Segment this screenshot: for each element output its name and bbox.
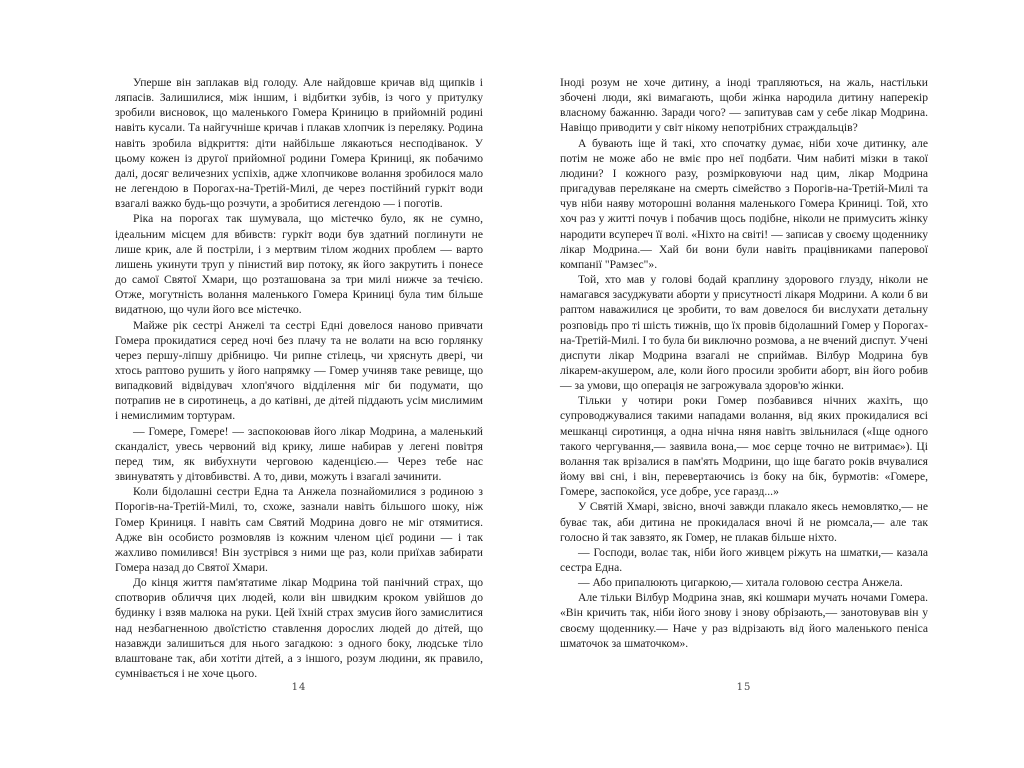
paragraph: Майже рік сестрі Анжелі та сестрі Едні довелося наново привчати Гомера прокидатися серед ночі без плачу та не волати на всю горлянку через першу-ліпшу дрібницю. Чи рипне стілець, чи хряснуть двері, чи хтось раптово рушить у його напрямку — Гомер учиняв таке ревище, що випадковий відвідувач хлоп'ячого відділення міг би подумати, що потрапив не в сиротинець, а до катівні, де дітей піддають усім мислимим і немислимим тортурам. [115, 318, 483, 423]
paragraph: Тільки у чотири роки Гомер позбавився нічних жахіть, що супроводжувалися такими нападами волання, від яких прокидалися всі мешканці сиротинця, а одна нічна няня навіть звільнилася («Іще одного такого чергування,— заявила вона,— моє серце точно не витримає»). Ці волання так врізалися в пам'ять Модрини, що іще багато років вчувалися йому вві сні, і він, перевертаючись із боку на бік, бурмотів: «Гомере, Гомере, заспокойся, усе добре, усе гаразд...» [560, 394, 928, 499]
page-number: 14 [291, 682, 307, 693]
right-page-text [560, 75, 928, 651]
paragraph: — Або припалюють цигаркою,— хитала головою сестра Анжела. [578, 576, 903, 590]
paragraph: Але тільки Вілбур Модрина знав, які кошмари мучать ночами Гомера. «Він кричить так, ніби його знову і знову обрізають,— занотовував він у своєму щоденнику.— Наче у раз відрізають від його маленького пеніса шматочок за шматочком». [560, 591, 928, 650]
paragraph: Той, хто мав у голові бодай краплину здорового глузду, ніколи не намагався засуджувати аборти у присутності лікаря Модрини. А коли б ви раптом наважилися це зробити, то вам довелося би вислухати детальну розповідь про ті шість тижнів, що їх провів бідолашний Гомер у Порогах-на-Третій-Милі. І то була би виключно розмова, а не вчений диспут. Учені диспути лікар Модрина взагалі не сприймав. Вілбур Модрина був лікарем-акушером, але, коли його просили зробити аборт, він його робив — за умови, що операція не загрожувала здоров'ю жінки. [560, 273, 928, 393]
right-page [560, 75, 928, 715]
left-page [115, 75, 483, 715]
paragraph: — Гомере, Гомере! — заспокоював його лікар Модрина, а маленький скандаліст, увесь червоний від крику, лише набирав у легені повітря перед тим, як вибухнути черговою каденцією.— Через тебе нас звинуватять у дітовбивстві. А то, диви, можуть і взагалі зачинити. [115, 424, 483, 484]
paragraph: Коли бідолашні сестри Една та Анжела познайомилися з родиною з Порогів-на-Третій-Милі, то, схоже, зазнали навіть більшого шоку, ніж Гомер Криниця. І навіть сам Святий Модрина довго не міг отямитися. Адже він особисто розмовляв із кожним членом цієї родини — і так жахливо помилився! Він зустрівся з ними ще раз, коли приїхав забирати Гомера назад до Святої Хмари. [115, 485, 483, 574]
paragraph: Ріка на порогах так шумувала, що містечко було, як не сумно, ідеальним місцем для вбивств: гуркіт води був здатний поглинути не лише крик, але й постріли, і з мертвим тілом жодних проблем — варто лишень укинути труп у пінистий вир потоку, як його закрутить і понесе до самої Святої Хмари, що розташована за три милі нижче за течією. Отже, могутність волання маленького Гомера Криниці була тим більше видатною, що чули його все містечко. [115, 212, 483, 317]
paragraph: У Святій Хмарі, звісно, вночі завжди плакало якесь немовлятко,— не буває так, аби дитина не прокидалася вночі й не рюмсала,— але так голосно й так завзято, як Гомер, не плакав більше ніхто. [560, 500, 928, 544]
page-number: 15 [736, 682, 752, 693]
paragraph: Уперше він заплакав від голоду. Але найдовше кричав від щипків і ляпасів. Залишилися, між іншим, і відбитки зубів, із чого у притулку зробили висновок, що маленького Гомера Криницю в прийомній родині навіть кусали. Та найгучніше кричав і плакав хлопчик із переляку. Родина навіть зробила відкриття: діти найбільше лякаються несподіванок. У цьому кожен із другої прийомної родини Гомера Криниці, як побачимо далі, досяг величезних успіхів, адже хлопчикове волання зробилося мало не легендою в Порогах-на-Третій-Милі, де через постійний гуркіт води взагалі важко будь-що розчути, а зробитися легендою — і поготів. [115, 76, 483, 211]
paragraph: А бувають іще й такі, хто спочатку думає, ніби хоче дитинку, але потім не може або не вміє про неї подбати. Чим набиті мізки в такої людини? І кожного разу, розмірковуючи над цим, лікар Модрина пригадував переляканe на смерть сімейство з Порогів-на-Третій-Милі та чув ніби наяву моторошні волання маленького Гомера Криниці. Той, хто хоч раз у житті почув і побачив щось подібне, ніколи не примусить жінку народити всупереч її волі. «Ніхто на світі! — записав у своєму щоденнику лікар Модрина.— Хай би вони були навіть працівниками паперової компанії "Рамзес"». [560, 136, 928, 271]
paragraph-continuation: Іноді розум не хоче дитину, а іноді трапляються, на жаль, настільки збочені люди, які вимагають, щоби жінка народила дитину наперекір власному бажанню. Заради чого? — запитував сам у себе лікар Модрина. Навіщо приводити у світ нікому непотрібних страждальців? [560, 76, 928, 135]
paragraph: До кінця життя пам'ятатиме лікар Модрина той панічний страх, що спотворив обличчя цих людей, коли він швидким кроком увійшов до будинку і взяв малюка на руки. Цей їхній страх змусив його замислитися над незбагненною двоїстістю ставлення дорослих людей до дітей, що назавжди залишиться для нього загадкою: з одного боку, людське тіло влаштоване так, аби хотіти дітей, а з іншого, розум людини, як правило, сумнівається і не хоче цього. [115, 576, 483, 681]
paragraph: — Господи, волає так, ніби його живцем ріжуть на шматки,— казала сестра Една. [560, 545, 928, 574]
left-page-text [115, 75, 483, 681]
